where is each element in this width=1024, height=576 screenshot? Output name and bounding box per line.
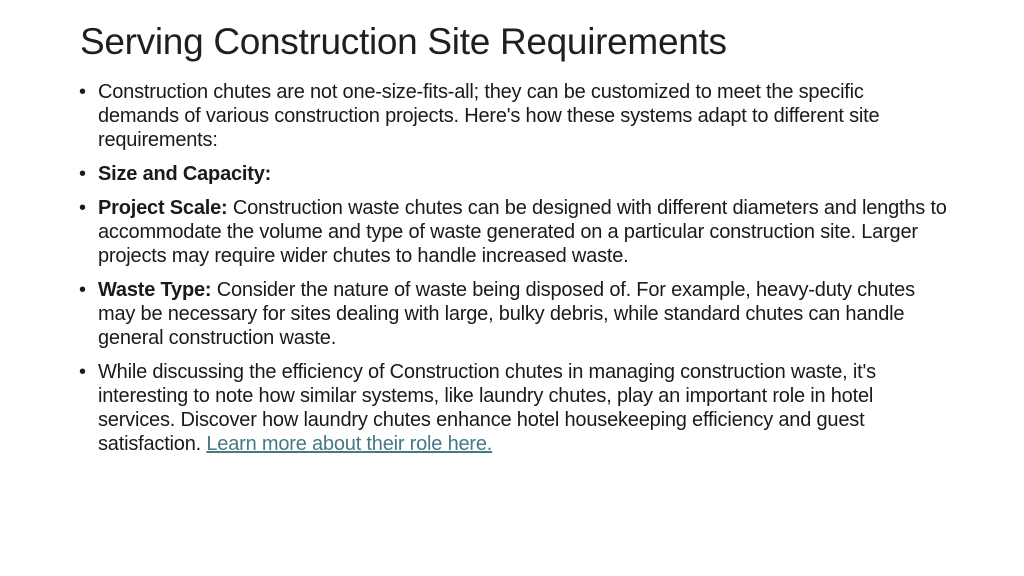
bullet-item-waste-type <box>79 278 949 350</box>
bullet-text: While discussing the efficiency of Construction chutes in managing construction waste, it's interesting to note how similar systems, like laundry chutes, play an important role in hotel services. Discover how laundry chutes enhance hotel housekeeping efficiency and guest satisfaction. <box>98 361 876 455</box>
bullet-item-laundry-chutes <box>79 360 949 456</box>
bullet-text: Construction chutes are not one-size-fits-all; they can be customized to meet the specific demands of various construction projects. Here's how these systems adapt to different site requirements: <box>98 81 880 151</box>
bullet-list <box>79 80 949 466</box>
bullet-heading: Size and Capacity: <box>98 163 272 185</box>
bullet-heading: Waste Type: <box>98 279 212 301</box>
bullet-item-project-scale <box>79 196 949 268</box>
bullet-heading: Project Scale: <box>98 197 228 219</box>
slide-title: Serving Construction Site Requirements <box>80 21 727 62</box>
bullet-text: Construction waste chutes can be designed with different diameters and lengths to accommodate the volume and type of waste generated on a particular construction site. Larger projects may require wider chutes to handle increased waste. <box>98 197 947 267</box>
bullet-item-size-capacity <box>79 162 949 186</box>
learn-more-link[interactable]: Learn more about their role here. <box>206 433 493 455</box>
bullet-text: Consider the nature of waste being disposed of. For example, heavy-duty chutes may be necessary for sites dealing with large, bulky debris, while standard chutes can handle general construction waste. <box>98 279 915 349</box>
bullet-item-intro <box>79 80 949 152</box>
